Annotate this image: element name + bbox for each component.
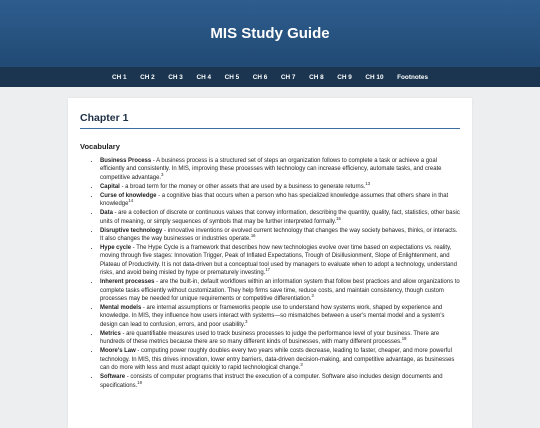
vocab-item: [100, 278, 460, 303]
footnote-ref[interactable]: 3: [300, 362, 303, 368]
footnote-ref[interactable]: 16: [250, 233, 256, 239]
vocab-item: [100, 244, 460, 278]
vocab-definition: - consists of computer programs that instruct the execution of a computer. Software also includes design documents and specifications.: [100, 374, 443, 389]
footnote-ref[interactable]: 13: [365, 180, 371, 186]
nav-link-footnotes[interactable]: Footnotes: [397, 73, 428, 81]
vocab-term: Software: [100, 374, 126, 381]
nav-link-ch4[interactable]: CH 4: [196, 73, 212, 81]
vocab-definition: - A business process is a structured set of steps an organization follows to complete a task or achieve a goal efficiently and consistently. In MIS, improving these processes with technology can increase efficiency, automate tasks, and create competitive advantage.: [100, 158, 442, 181]
vocabulary-list: [80, 157, 460, 390]
vocab-definition: - are the built-in, default workflows within an information system that follow best practices and allow organizations to complete tasks efficiently without customization. They help firms save time, reduce costs, and maintain consistency, though custom processes may be needed for unique requirements or competitive differentiation.: [100, 279, 460, 303]
vocab-item: [100, 304, 460, 329]
nav-link-ch9[interactable]: CH 9: [337, 73, 352, 81]
chapter-nav: [0, 67, 540, 87]
footnote-ref[interactable]: 17: [265, 267, 271, 273]
vocab-definition: - innovative inventions or evolved current technology that changes the way society behaves, thinks, or interacts. It also changes the way businesses or industries operate.: [100, 227, 458, 243]
vocab-definition: - are quantifiable measures used to track business processes to judge the performance level of your business. There are hundreds of these metrics because there are so many different kinds of businesses, with many different processes.: [100, 330, 440, 346]
chapter-title: Chapter 1: [80, 112, 460, 129]
footnote-ref[interactable]: 15: [336, 215, 341, 221]
vocab-item: [100, 209, 460, 226]
nav-link-ch5[interactable]: CH 5: [224, 73, 240, 81]
nav-link-ch10[interactable]: CH 10: [365, 73, 384, 81]
nav-link-ch2[interactable]: CH 2: [140, 73, 155, 81]
vocab-term: Data: [100, 210, 113, 217]
vocab-term: Metrics: [100, 330, 121, 337]
nav-link-ch8[interactable]: CH 8: [309, 73, 324, 81]
vocab-term: Hype cycle: [100, 245, 132, 252]
vocab-item: [100, 330, 460, 347]
vocab-item: [100, 227, 460, 244]
section-title: Vocabulary: [80, 142, 120, 151]
content-card: [68, 98, 472, 428]
nav-link-ch3[interactable]: CH 3: [168, 73, 183, 81]
footnote-ref[interactable]: 3: [311, 293, 314, 299]
vocab-item: [100, 192, 460, 209]
vocab-definition: - are internal assumptions or frameworks people use to understand how systems work, shaped by experience and knowledge. In MIS, they influence how users interact with systems—so mismatches between a user's mental model and a system's design can lead to confusion, errors, and poor usability.: [100, 305, 445, 328]
nav-link-ch7[interactable]: CH 7: [280, 73, 296, 81]
vocab-term: Business Process: [100, 158, 152, 164]
vocab-definition: - The Hype Cycle is a framework that describes how new technologies evolve over time based on expectations vs. reality, moving through five stages: Innovation Trigger, Peak of Inflated Expectations, Trough of Disillusionment, Slope of Enlightenment, and Plateau of Productivity. It is not data-driven but a conceptual tool used by managers to evaluate when to adopt a technology, understand risks, and avoid being misled by hype or prematurely investing.: [100, 245, 457, 277]
footnote-ref[interactable]: 14: [128, 198, 134, 204]
vocab-item: [100, 347, 460, 372]
vocab-term: Inherent processes: [100, 279, 155, 286]
vocab-item: [100, 373, 460, 390]
footnote-ref[interactable]: 18: [401, 336, 407, 342]
vocab-definition: - a broad term for the money or other assets that are used by a business to generate returns.: [119, 183, 366, 190]
vocab-term: Capital: [100, 183, 120, 190]
footnote-ref[interactable]: 3: [161, 171, 164, 177]
vocab-term: Curse of knowledge: [100, 192, 157, 199]
vocab-item: [100, 180, 460, 191]
vocab-term: Mental models: [100, 305, 142, 312]
vocab-definition: - are a collection of discrete or continuous values that convey information, describing the quantity, quality, fact, statistics, other basic units of meaning, or simply sequences of symbols that may be further interpreted formally.: [100, 210, 460, 225]
vocab-definition: - a cognitive bias that occurs when a person who has specialized knowledge assumes that others share in that knowledge: [100, 192, 449, 208]
vocab-definition: - computing power roughly doubles every two years while costs decrease, leading to faster, cheaper, and more powerful technology. In MIS, this drives innovation, lower entry barriers, data-driven decision-making, and competitive advantage, as businesses can do more with less and must adapt quickly to rapid technological change.: [100, 348, 455, 372]
vocab-item: [100, 157, 460, 182]
site-header: [0, 0, 540, 67]
footnote-ref[interactable]: 19: [137, 379, 142, 385]
vocab-term: Moore's Law: [100, 348, 136, 355]
vocab-term: Disruptive technology: [100, 227, 163, 234]
nav-link-ch1[interactable]: CH 1: [111, 73, 127, 81]
nav-link-ch6[interactable]: CH 6: [252, 73, 268, 81]
footnote-ref[interactable]: 3: [245, 318, 248, 324]
site-title: MIS Study Guide: [210, 25, 330, 42]
